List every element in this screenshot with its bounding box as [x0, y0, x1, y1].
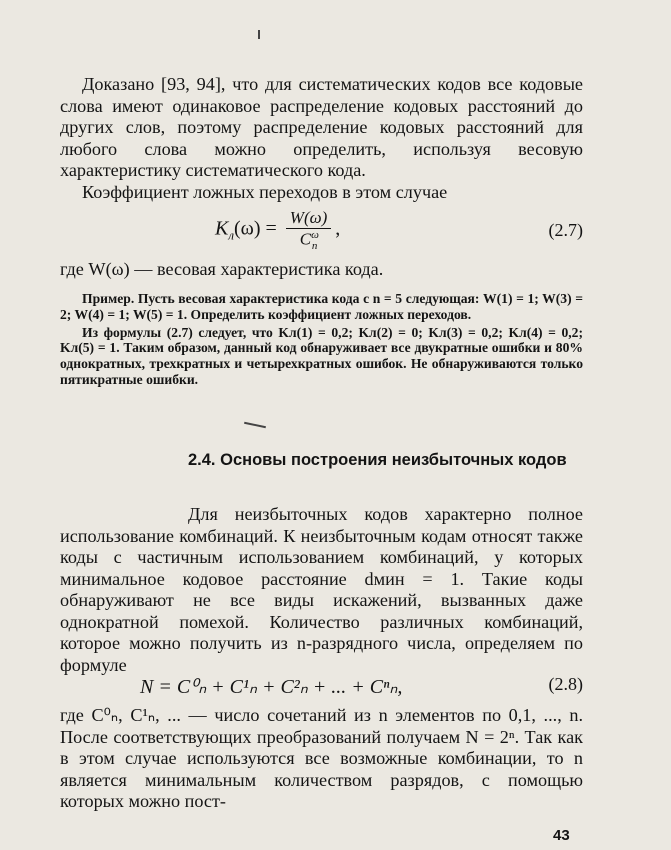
paragraph-1: Доказано [93, 94], что для систематических кодов все кодовые слова имеют одинаковое распределение кодовых расстояний до других слов, поэтому распределение кодовых расстояний для любого слова можно определить, используя весовую характеристику систематического кода. [60, 74, 583, 180]
section-heading: 2.4. Основы построения неизбыточных кодов [188, 451, 567, 469]
formula-2-7 [60, 204, 583, 253]
text-block-4 [60, 705, 583, 813]
fraction-numerator: W(ω) [286, 208, 332, 229]
formula-tail: , [335, 217, 341, 240]
fraction [286, 208, 332, 252]
formula-lhs-arg: (ω) = [234, 217, 277, 240]
formula-lhs-sub: л [228, 227, 235, 243]
ink-mark [244, 422, 266, 429]
text-block-2 [60, 259, 583, 281]
denominator-sub: n [311, 240, 318, 253]
formula-2-7-expression [215, 208, 340, 252]
denominator-base: C [299, 229, 312, 249]
example-paragraph-1: Пример. Пусть весовая характеристика кода с n = 5 следующая: W(1) = 1; W(3) = 2; W(4) = 1; W(5) = 1. Определить коэффициент ложных переходов. [60, 291, 583, 322]
fraction-denominator [286, 229, 332, 252]
formula-2-8-expression: N = C⁰ₙ + C¹ₙ + C²ₙ + ... + Cⁿₙ, [140, 676, 403, 698]
formula-number-2-7: (2.7) [548, 220, 583, 240]
paragraph-5: где C⁰ₙ, C¹ₙ, ... — число сочетаний из n элементов по 0,1, ..., n. После соответствующих преобразований получаем N = 2ⁿ. Так как в этом случае используются все возможные комбинации, то n является минимальным количеством разрядов, с помощью которых можно пост- [60, 705, 583, 811]
formula-lhs: K [215, 217, 229, 240]
text-block-1 [60, 74, 583, 203]
paragraph-2: Коэффициент ложных переходов в этом случае [82, 181, 448, 202]
paragraph-3: где W(ω) — весовая характеристика кода. [60, 259, 384, 279]
text-block-3 [60, 504, 583, 676]
example-paragraph-2: Из формулы (2.7) следует, что Kл(1) = 0,2; Kл(2) = 0; Kл(3) = 0,2; Kл(4) = 0,2; Kл(5) = 1. Таким образом, данный код обнаруживает все двукратные ошибки и 80% однократных, трехкратных и четырехкратных ошибок. Не обнаруживаются только пятикратные ошибки. [60, 324, 583, 387]
ink-mark-top [258, 30, 260, 39]
page-number: 43 [553, 827, 570, 844]
denominator-sup: ω [311, 229, 319, 241]
formula-number-2-8: (2.8) [548, 674, 583, 694]
example-block [60, 291, 583, 388]
paragraph-4: Для неизбыточных кодов характерно полное использование комбинаций. К неизбыточным кодам относят также коды с частичным использованием комбинаций, у которых минимальное кодовое расстояние dмин = 1. Такие коды обнаруживают не все виды искажений, вызванных даже однократной помехой. Количество различных комбинаций, которое можно получить из n-разрядного числа, определяем по формуле [60, 504, 583, 675]
